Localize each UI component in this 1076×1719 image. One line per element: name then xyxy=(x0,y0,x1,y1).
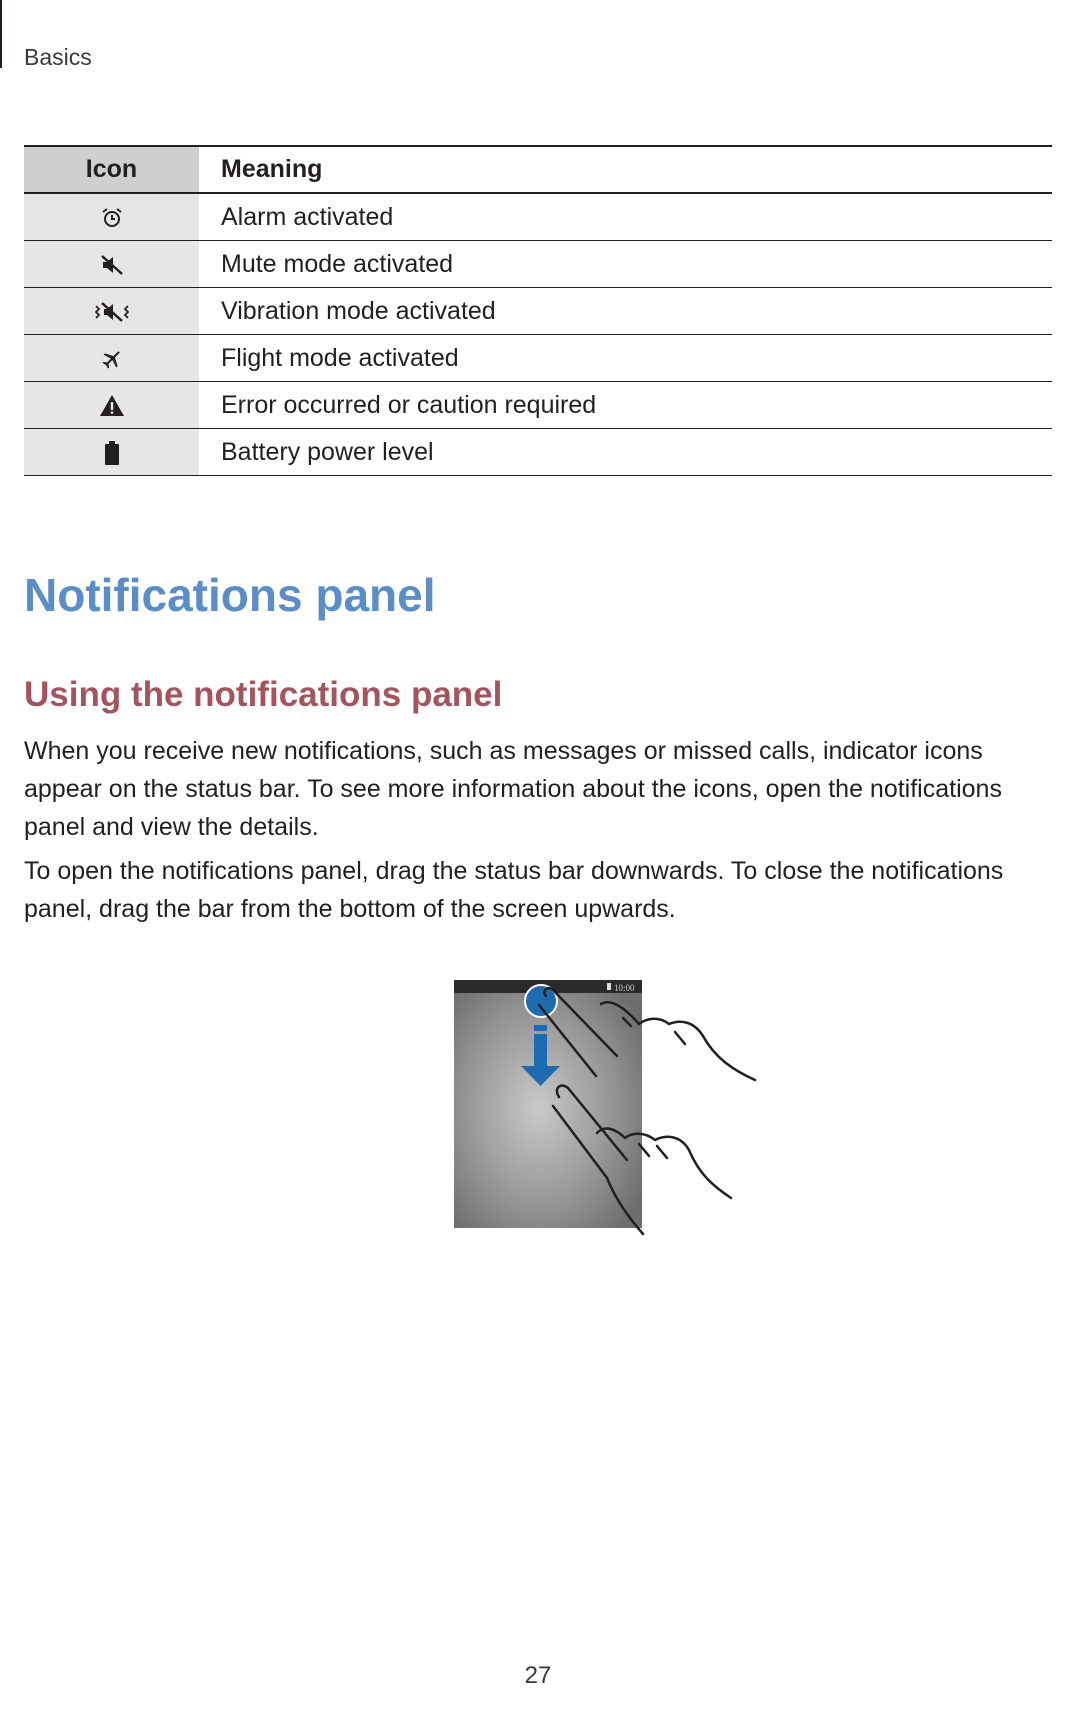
table-row xyxy=(24,335,1052,382)
table-cell-meaning: Flight mode activated xyxy=(221,343,459,372)
table-cell-meaning: Error occurred or caution required xyxy=(221,390,597,419)
paragraph-instructions: To open the notifications panel, drag the status bar downwards. To close the notifications panel, drag the bar from the bottom of the screen upwards. xyxy=(24,857,1004,923)
table-cell-meaning: Alarm activated xyxy=(221,202,394,231)
warning-icon xyxy=(99,394,125,417)
table-row xyxy=(24,288,1052,335)
corner-rule xyxy=(0,0,2,68)
column-header-meaning: Meaning xyxy=(221,155,323,183)
table-row xyxy=(24,241,1052,288)
icon-meaning-table xyxy=(24,145,1052,476)
table-header-row xyxy=(24,146,1052,193)
table-row xyxy=(24,193,1052,241)
section-title: Notifications panel xyxy=(24,569,436,621)
subsection-title: Using the notifications panel xyxy=(24,675,503,714)
section-header: Basics xyxy=(24,44,92,70)
flight-mode-icon xyxy=(100,347,124,371)
status-bar-clock: 10:00 xyxy=(614,983,635,993)
table-row xyxy=(24,429,1052,476)
mute-icon xyxy=(100,254,124,276)
table-row xyxy=(24,382,1052,429)
table-cell-meaning: Battery power level xyxy=(221,437,434,466)
page-number: 27 xyxy=(524,1662,552,1689)
battery-icon xyxy=(105,441,119,465)
column-header-icon: Icon xyxy=(24,146,199,193)
paragraph-intro: When you receive new notifications, such as messages or missed calls, indicator icons appear on the status bar. To see more information about the icons, open the notifications panel and view the details. xyxy=(24,737,1002,841)
alarm-icon xyxy=(101,207,123,229)
vibration-icon xyxy=(94,301,130,323)
table-cell-meaning: Mute mode activated xyxy=(221,249,454,278)
status-bar-battery-icon xyxy=(607,983,611,990)
table-cell-meaning: Vibration mode activated xyxy=(221,296,496,325)
drag-down-illustration xyxy=(443,958,773,1238)
